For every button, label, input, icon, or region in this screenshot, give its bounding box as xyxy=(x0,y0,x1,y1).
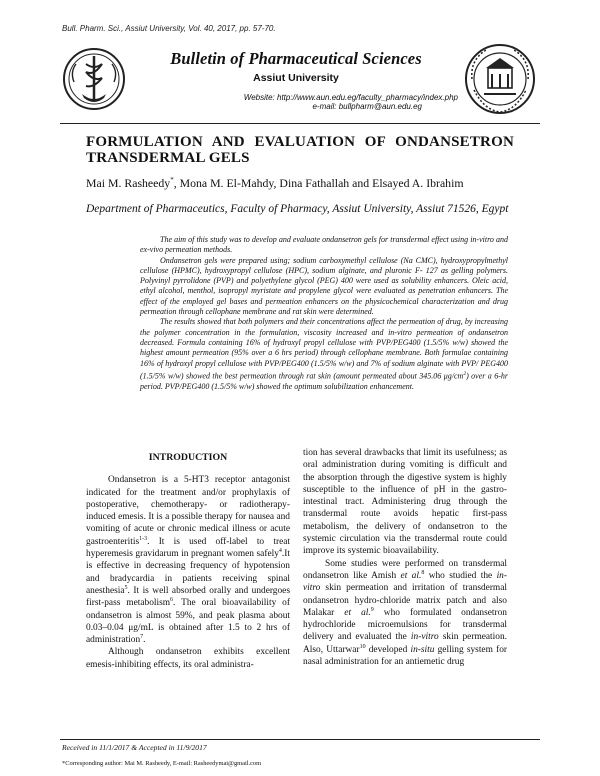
body-paragraph: Ondansetron is a 5-HT3 receptor antagonist indicated for the treatment and/or prophylaxis of postoperative, chemotherapy- or radiotherapy-induced emesis. It is a possible therapy for nausea and vomiting of acute or chronic medical illness or acute gastroenteritis$^{1-3}$. It is used off-label to treat hyperemesis gravidarum in pregnant women safely$^4$.It is effective in decreasing frequency of hypotension and bradycardia in patients receiving spinal anesthesia$^5$. It is well absorbed orally and undergoes first-pass metabolism$^6$. The oral bioavailability of ondansetron is almost 59%, and peak plasma about 0.03–0.04 μg/mL is obtained after 1.5 to 2 hrs of administration$^7$. xyxy=(86,475,290,646)
article-title: FORMULATION AND EVALUATION OF ONDANSETRON TRANSDERMAL GELS xyxy=(86,134,514,166)
body-column-left xyxy=(86,452,290,671)
abstract-paragraph: Ondansetron gels were prepared using; sodium carboxymethyl cellulose (Na CMC), hydroxypropylmethyl cellulose (HPMC), hydroxypropyl cellulose (HPC), sodium alginate, and pluronic F- 127 as gelling polymers. Polyvinyl pyrrolidone (PVP) and polyethylene glycol (PEG) 400 were used as solubility enhancers. Oleic acid, ethyl alcohol, menthol, isopropyl myristate and propylene glycol were evaluated as penetration enhancers. The effect of the employed gel bases and permeation enhancers on the physicochemical characterization and drug permeation through cellophane membrane and rat skin were determined. xyxy=(140,255,508,317)
university-seal xyxy=(462,40,538,118)
faculty-logo xyxy=(60,42,128,116)
journal-header xyxy=(60,38,538,122)
journal-citation: Bull. Pharm. Sci., Assiut University, Vol. 40, 2017, pp. 57-70. xyxy=(62,24,276,33)
body-paragraph: Some studies were performed on transdermal ondansetron like Amish et al.$^8$ who studied the in-vitro skin permeation and irritation of transdermal ondansetron hydro-chloride matrix patch and also Malakar et al.$^9$ who formulated ondansetron hydrochloride microemulsions for transdermal delivery and evaluated the in-vitro skin permeation. Also, Uttarwar$^{10}$ developed in-situ gelling system for nasal administration for an antiemetic drug xyxy=(303,558,508,668)
footer-rule xyxy=(60,739,540,740)
received-dates: Received in 11/1/2017 & Accepted in 11/9/2017 xyxy=(62,743,207,752)
journal-website[interactable]: Website: http://www.aun.edu.eg/faculty_pharmacy/index.php xyxy=(243,93,458,102)
corresponding-author: *Corresponding author: Mai M. Rasheedy, E-mail: Rasheedymai@gmail.com xyxy=(62,760,262,767)
body-column-right xyxy=(303,447,507,668)
body-paragraph: tion has several drawbacks that limit its usefulness; as oral administration during vomiting is difficult and the absorption through the digestive system is highly susceptible to the influence of pH in the gastro-intestinal tract. Administering drug through the transdermal route avoids hepatic first-pass metabolism, the delivery of ondansetron to the systemic circulation via the transdermal route could improve its systemic bioavailability. xyxy=(303,448,507,557)
journal-title: Bulletin of Pharmaceutical Sciences xyxy=(170,49,422,68)
abstract-paragraph: The aim of this study was to develop and evaluate ondansetron gels for transdermal effect using in-vitro and ex-vivo permeation methods. xyxy=(140,235,508,255)
abstract xyxy=(140,235,508,392)
corresponding-mark: * xyxy=(170,176,174,185)
author-list: Mai M. Rasheedy*, Mona M. El-Mahdy, Dina Fathallah and Elsayed A. Ibrahim xyxy=(86,176,464,190)
university-name: Assiut University xyxy=(253,72,339,84)
journal-email[interactable]: e-mail: bullpharm@aun.edu.eg xyxy=(312,102,422,111)
section-heading: INTRODUCTION xyxy=(148,452,228,463)
body-paragraph: Although ondansetron exhibits excellent emesis-inhibiting effects, its oral administra- xyxy=(86,647,290,670)
header-rule xyxy=(60,123,540,124)
abstract-paragraph: The results showed that both polymers and their concentrations affect the permeation of drug, by increasing the polymer concentration in the formulation, viscosity increased and in-vitro permeation of ondansetron decreased. Formula containing 16% of hydroxyl propyl cellulose with PVP/PEG400 (1.5/5% w/w) showed the highest amount permeation (95% over a 6 hrs period) through cellophane membrane. Both formulae containing 16% of hydroxyl propyl cellulose with PVP/PEG400 (1.5/5% w/w) and 7% of sodium alginate with PVP/ PEG400 (1.5/5% w/w) showed the best permeation through rat skin (amount permeated about 345.06 $\mu g/cm^2$) over a 6-hr period. PVP/PEG400 (1.5/5% w/w) showed the optimum solubilization enhancement. xyxy=(140,317,509,391)
affiliation: Department of Pharmaceutics, Faculty of Pharmacy, Assiut University, Assiut 71526, Egypt xyxy=(86,203,509,215)
